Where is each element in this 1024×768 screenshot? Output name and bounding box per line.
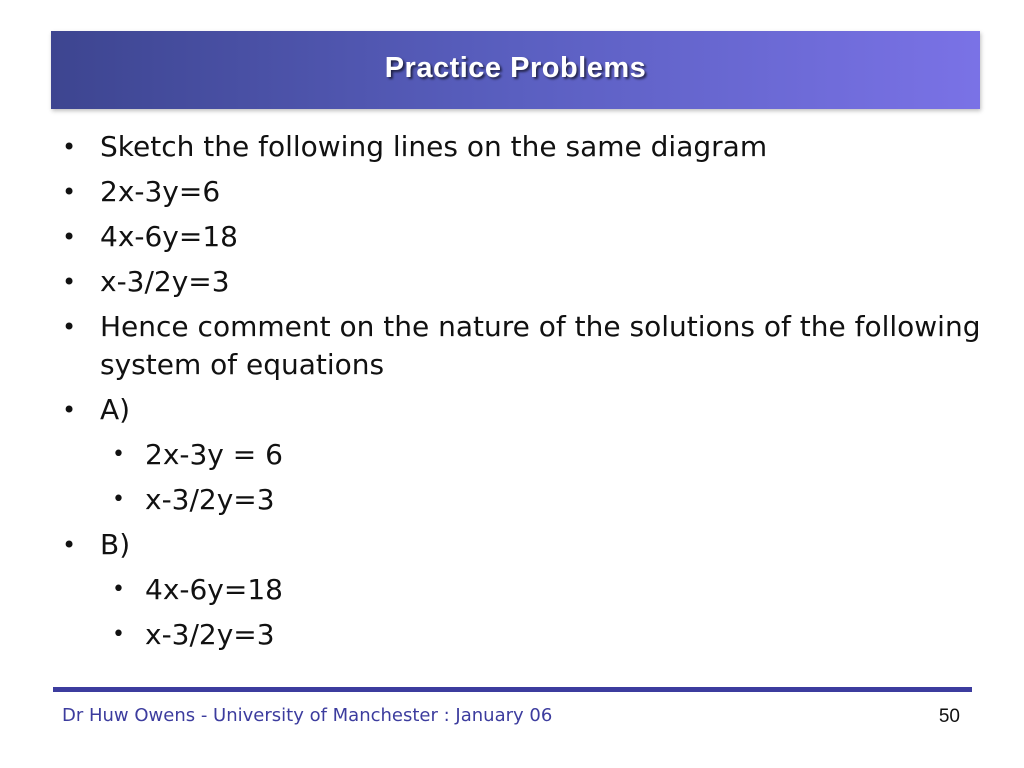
sub-bullet-item — [62, 616, 982, 654]
bullet-icon: • — [62, 396, 77, 424]
title-bar — [51, 31, 980, 109]
bullet-icon: • — [62, 223, 77, 251]
bullet-text: Sketch the following lines on the same diagram — [100, 130, 768, 163]
bullet-text: Hence comment on the nature of the solutions of the following system of equations — [100, 310, 981, 381]
bullet-icon: • — [112, 442, 125, 467]
bullet-icon: • — [112, 487, 125, 512]
bullet-text: x-3/2y=3 — [100, 265, 230, 298]
bullet-item — [62, 526, 982, 564]
bullet-icon: • — [62, 313, 77, 341]
bullet-list — [62, 128, 982, 661]
bullet-text: x-3/2y=3 — [145, 618, 275, 651]
bullet-icon: • — [62, 133, 77, 161]
bullet-icon: • — [62, 178, 77, 206]
bullet-text: 2x-3y=6 — [100, 175, 221, 208]
bullet-icon: • — [62, 268, 77, 296]
bullet-item — [62, 173, 982, 211]
sub-bullet-item — [62, 436, 982, 474]
slide-title: Practice Problems — [384, 51, 647, 84]
bullet-item — [62, 128, 982, 166]
bullet-text: B) — [100, 528, 131, 561]
sub-bullet-item — [62, 571, 982, 609]
bullet-item — [62, 308, 982, 384]
footer-text: Dr Huw Owens - University of Manchester : January 06 — [62, 705, 553, 726]
bullet-text: x-3/2y=3 — [145, 483, 275, 516]
bullet-text: 2x-3y = 6 — [145, 438, 283, 471]
page-number: 50 — [938, 706, 960, 727]
sub-bullet-item — [62, 481, 982, 519]
bullet-item — [62, 391, 982, 429]
bullet-item — [62, 263, 982, 301]
footer-divider — [53, 687, 972, 692]
bullet-text: 4x-6y=18 — [145, 573, 283, 606]
bullet-item — [62, 218, 982, 256]
bullet-text: A) — [100, 393, 131, 426]
bullet-icon: • — [112, 577, 125, 602]
bullet-text: 4x-6y=18 — [100, 220, 238, 253]
bullet-icon: • — [62, 531, 77, 559]
bullet-icon: • — [112, 622, 125, 647]
